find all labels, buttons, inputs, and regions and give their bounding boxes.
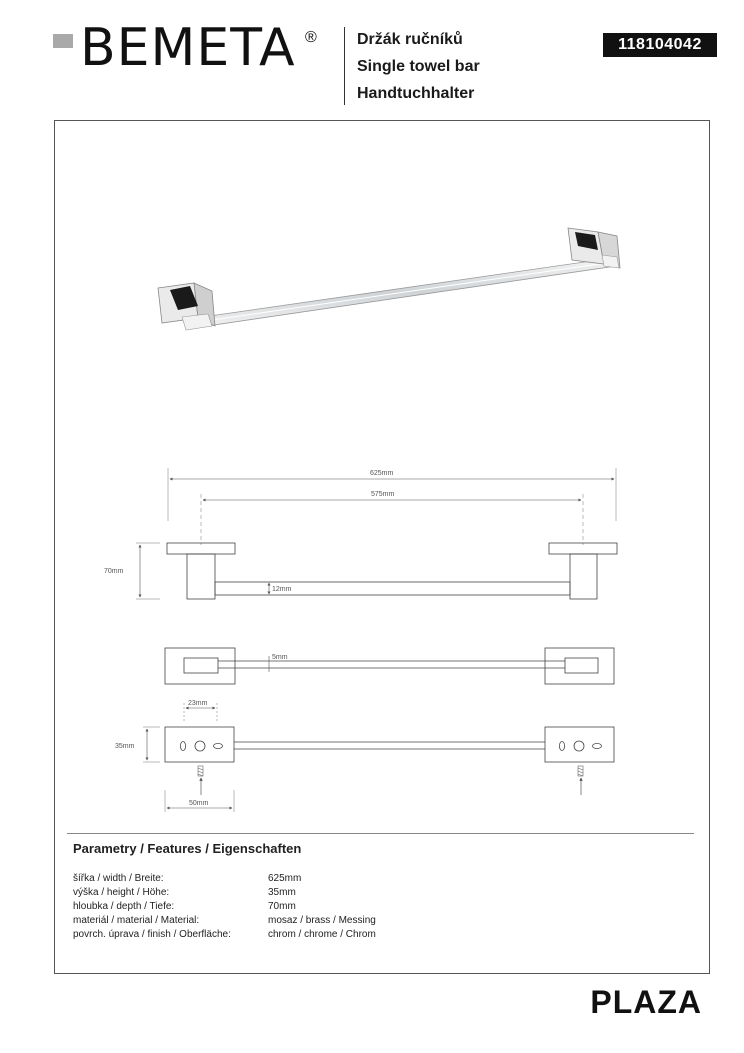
right-mount-illustration xyxy=(568,228,620,268)
side-view xyxy=(136,468,617,599)
spec-value: 35mm xyxy=(268,887,296,898)
registered-mark: ® xyxy=(305,29,317,46)
dim-screw-spacing: 23mm xyxy=(188,700,208,707)
spec-label: hloubka / depth / Tiefe: xyxy=(73,901,175,912)
spec-label: šířka / width / Breite: xyxy=(73,873,164,884)
spec-label: materiál / material / Material: xyxy=(73,915,200,926)
product-title-de: Handtuchhalter xyxy=(357,85,475,102)
series-name: PLAZA xyxy=(590,984,702,1020)
product-title-cz: Držák ručníků xyxy=(357,31,463,48)
dim-bar-height: 5mm xyxy=(272,654,288,661)
spec-value: chrom / chrome / Chrom xyxy=(268,929,376,940)
dim-plate-width: 50mm xyxy=(189,800,209,807)
product-title-en: Single towel bar xyxy=(357,58,480,75)
spec-label: výška / height / Höhe: xyxy=(73,887,170,898)
product-code-badge: 118104042 xyxy=(603,33,717,57)
product-illustration xyxy=(158,228,620,330)
spec-value: 70mm xyxy=(268,901,296,912)
dim-mount-spacing: 575mm xyxy=(371,491,395,498)
dim-bar-thickness: 12mm xyxy=(272,586,292,593)
front-view xyxy=(143,703,614,812)
spec-label: povrch. úprava / finish / Oberfläche: xyxy=(73,929,231,940)
dim-overall-width: 625mm xyxy=(370,470,394,477)
screw-symbol-left xyxy=(198,766,203,776)
features-heading: Parametry / Features / Eigenschaften xyxy=(73,841,302,856)
dim-plate-height: 35mm xyxy=(115,743,135,750)
brand-logo: BEMETA xyxy=(80,18,296,78)
top-view xyxy=(165,648,614,684)
left-mount-illustration xyxy=(158,283,215,330)
features-divider xyxy=(67,833,694,834)
screw-symbol-right xyxy=(578,766,583,776)
spec-value: mosaz / brass / Messing xyxy=(268,915,376,926)
spec-value: 625mm xyxy=(268,873,302,884)
dim-depth: 70mm xyxy=(104,568,124,575)
